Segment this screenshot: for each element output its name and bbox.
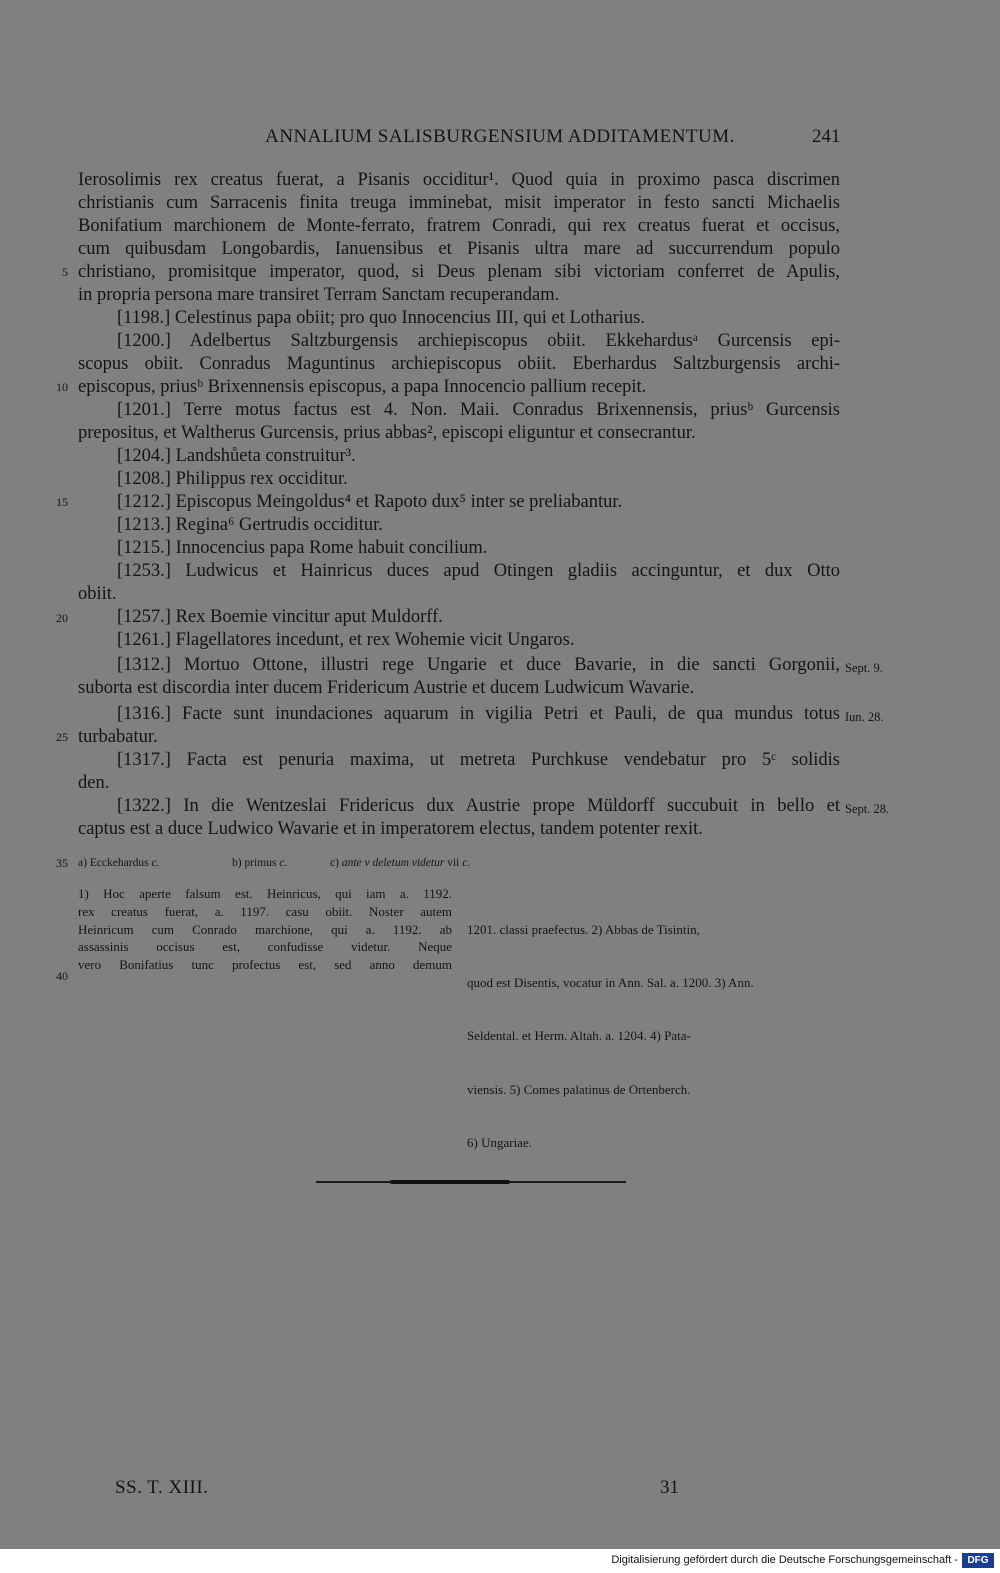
footnote-line: viensis. 5) Comes palatinus de Ortenberch. [467, 1081, 691, 1097]
footnote-ms: c. [462, 857, 471, 869]
variant-footnote-b [232, 856, 287, 870]
text-line: [1208.] Philippus rex occiditur. [117, 469, 348, 489]
text-line: turbabatur. [78, 727, 158, 747]
text-line: suborta est discordia inter ducem Fridericum Austrie et ducem Ludwicum Wavarie. [78, 678, 695, 698]
volume-signature: SS. T. XIII. [115, 1477, 209, 1498]
footnote-line: Heinricum cum Conrado marchione, qui a. 1192. ab [78, 921, 452, 937]
page-number: 241 [812, 126, 841, 147]
footnote-mark: a) [78, 857, 87, 869]
text-line: cum quibusdam Longobardis, Ianuensibus et Pisanis ultra mare ad succurrendum populo [78, 239, 840, 259]
line-number: 15 [56, 495, 68, 509]
margin-date: Sept. 9. [845, 661, 883, 675]
footnote-line: vero Bonifatius tunc profectus est, sed anno demum [78, 957, 452, 973]
text-line: [1257.] Rex Boemie vincitur aput Muldorff. [117, 607, 443, 627]
text-line: [1198.] Celestinus papa obiit; pro quo Innocencius III, qui et Lotharius. [117, 308, 645, 328]
footnote-line: Seldental. et Herm. Altah. a. 1204. 4) Pata- [467, 1028, 691, 1044]
footnote-line: rex creatus fuerat, a. 1197. casu obiit. Noster autem [78, 903, 452, 919]
text-line: [1200.] Adelbertus Saltzburgensis archiepiscopus obiit. Ekkehardusᵃ Gurcensis epi- [117, 331, 840, 351]
text-line: [1317.] Facta est penuria maxima, ut metreta Purchkuse vendebatur pro 5ᶜ solidis [117, 750, 840, 770]
footnote-line: 6) Ungariae. [467, 1135, 532, 1151]
line-number: 20 [56, 611, 68, 625]
text-line: [1322.] In die Wentzeslai Fridericus dux Austrie prope Müldorff succubuit in bello et [117, 796, 840, 816]
text-line: prepositus, et Waltherus Gurcensis, prius abbas², episcopi eliguntur et consecrantur. [78, 423, 696, 443]
text-line: christianis cum Sarracenis finita treuga imminebat, misit imperator in festo sancti Michaelis [78, 193, 840, 213]
text-line: captus est a duce Ludwico Wavarie et in imperatorem electus, tandem potenter rexit. [78, 819, 703, 839]
dfg-banner [0, 1549, 1000, 1573]
text-line: in propria persona mare transiret Terram Sanctam recuperandam. [78, 285, 560, 305]
text-line: Bonifatium marchionem de Monte-ferrato, fratrem Conradi, qui rex creatus fuerat et occisus, [78, 216, 840, 236]
dfg-logo: DFG [962, 1553, 994, 1568]
variant-footnote-c [330, 856, 470, 870]
footnote-line: assassinis occisus est, confudisse videtur. Neque [78, 939, 452, 955]
footnote-text: ante v deletum videtur [341, 857, 445, 869]
text-line: episcopus, priusᵇ Brixennensis episcopus, a papa Innocencio pallium recepit. [78, 377, 647, 397]
text-line: [1213.] Regina⁶ Gertrudis occiditur. [117, 515, 383, 535]
text-line: [1212.] Episcopus Meingoldus⁴ et Rapoto dux⁵ inter se preliabantur. [117, 492, 623, 512]
dfg-credit-text: Digitalisierung gefördert durch die Deutsche Forschungsgemeinschaft - [611, 1554, 958, 1566]
footnote-text: primus [244, 857, 277, 869]
text-line: [1204.] Landshůeta construitur³. [117, 446, 356, 466]
margin-date: Sept. 28. [845, 802, 890, 816]
text-line: [1316.] Facte sunt inundaciones aquarum in vigilia Petri et Pauli, de qua mundus totus [117, 704, 840, 724]
section-end-rule-center [390, 1180, 510, 1184]
footnote-line: quod est Disentis, vocatur in Ann. Sal. a. 1200. 3) Ann. [467, 974, 754, 990]
text-line: [1261.] Flagellatores incedunt, et rex Wohemie vicit Ungaros. [117, 630, 575, 650]
sheet-number: 31 [660, 1477, 679, 1498]
explanatory-footnotes-left [78, 885, 452, 974]
footnote-line: 1) Hoc aperte falsum est. Heinricus, qui iam a. 1192. [78, 886, 452, 901]
footnote-text: Ecckehardus [89, 857, 149, 869]
text-line: obiit. [78, 584, 117, 604]
text-line: scopus obiit. Conradus Maguntinus archiepiscopus obiit. Eberhardus Saltzburgensis archi- [78, 354, 840, 374]
line-number: 40 [56, 969, 68, 983]
footnote-ms: c. [279, 857, 288, 869]
variant-footnote-a [78, 856, 159, 870]
text-line: [1312.] Mortuo Ottone, illustri rege Ungarie et duce Bavarie, in die sancti Gorgonii, [117, 655, 840, 675]
explanatory-footnotes-right [467, 885, 840, 1170]
footnote-ms: c. [151, 857, 160, 869]
footnote-line: 1201. classi praefectus. 2) Abbas de Tisintin, [467, 921, 700, 937]
footnote-mark: c) [330, 857, 339, 869]
line-number: 25 [56, 730, 68, 744]
line-number: 10 [56, 380, 68, 394]
text-line: [1215.] Innocencius papa Rome habuit concilium. [117, 538, 488, 558]
running-title: ANNALIUM SALISBURGENSIUM ADDITAMENTUM. [265, 126, 735, 147]
text-line: den. [78, 773, 110, 793]
line-number: 5 [62, 265, 68, 279]
text-line: Ierosolimis rex creatus fuerat, a Pisanis occiditur¹. Quod quia in proximo pasca discrimen [78, 170, 840, 190]
line-number: 35 [56, 856, 68, 870]
margin-date: Iun. 28. [845, 710, 884, 724]
text-line: [1201.] Terre motus factus est 4. Non. Maii. Conradus Brixennensis, priusᵇ Gurcensis [117, 400, 840, 420]
footnote-tail: vii [447, 857, 460, 869]
footnote-mark: b) [232, 857, 242, 869]
text-line: christiano, promisitque imperator, quod, si Deus plenam sibi victoriam conferret de Apulis, [78, 262, 840, 282]
text-line: [1253.] Ludwicus et Hainricus duces apud Otingen gladiis accinguntur, et dux Otto [117, 561, 840, 581]
